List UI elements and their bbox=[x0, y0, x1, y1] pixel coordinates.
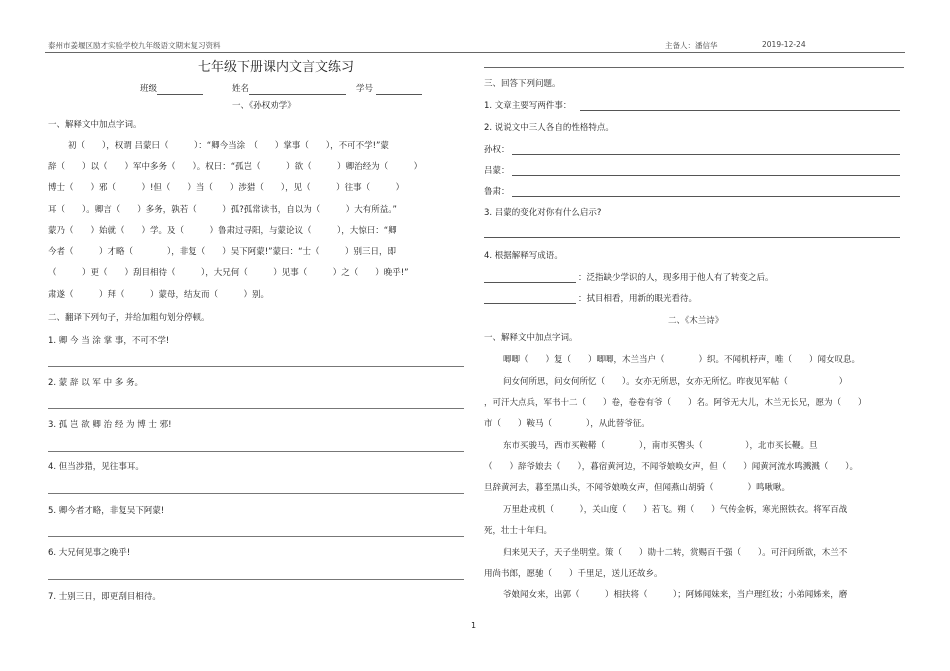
section-title-mulan: 二、《木兰诗》 bbox=[668, 316, 724, 326]
q2-item: 1. 卿 今 当 涂 掌 事，不可不学! bbox=[48, 336, 170, 346]
mulan-line: 问女何所思，问女何所忆（ ）。女亦无所思，女亦无所忆。昨夜见军帖（ ） bbox=[503, 377, 848, 387]
mulan-line: ，可汗大点兵，军书十二（ ）卷，卷卷有爷（ ）名。阿爷无大儿，木兰无长兄，愿为（ ） bbox=[484, 398, 867, 408]
q3-item-2: 2. 说说文中三人各自的性格特点。 bbox=[484, 123, 614, 133]
name-field-label: 姓名 bbox=[232, 84, 250, 94]
character-label: 吕蒙： bbox=[484, 166, 510, 176]
answer-line[interactable] bbox=[48, 536, 464, 537]
school-header: 泰州市姜堰区励才实验学校九年级语文期末复习资料 bbox=[48, 41, 221, 50]
answer-line[interactable] bbox=[48, 451, 464, 452]
section-title-sunquan: 一、《孙权劝学》 bbox=[232, 101, 296, 111]
q2-item: 5. 卿今者才略，非复吴下阿蒙! bbox=[48, 506, 165, 516]
q3-title: 三、回答下列问题。 bbox=[484, 79, 561, 89]
idiom-definition: ：拭目相看，用新的眼光看待。 bbox=[578, 294, 698, 304]
mulan-line: 旦辞黄河去，暮至黑山头，不闻爷娘唤女声，但闻燕山胡骑（ ）鸣啾啾。 bbox=[484, 483, 791, 493]
q4-title: 一、解释文中加点字词。 bbox=[484, 333, 578, 343]
q3-item-1: 1. 文章主要写两件事： bbox=[484, 101, 572, 111]
q1-line: 耳（ ）。卿言（ ）多务，孰若（ ）孤?孤常读书，自以为（ ）大有所益。” bbox=[48, 205, 397, 215]
character-label: 孙权： bbox=[484, 145, 510, 155]
idiom-definition: ：泛指缺少学识的人，现多用于他人有了转变之后。 bbox=[578, 273, 774, 283]
mulan-line: 市（ ）鞍马（ ），从此替爷征。 bbox=[484, 419, 650, 429]
idiom-answer-line[interactable] bbox=[484, 303, 576, 304]
class-field-label: 班级 bbox=[140, 84, 158, 94]
q1-title: 一、解释文中加点字词。 bbox=[48, 120, 142, 130]
page-number: 1 bbox=[471, 621, 477, 630]
q1-line: 蒙乃（ ）始就（ ）学。及（ ）鲁肃过寻阳，与蒙论议（ ），大惊曰：“卿 bbox=[48, 226, 397, 236]
answer-line[interactable] bbox=[580, 110, 900, 111]
mulan-line: 归来见天子，天子坐明堂。策（ ）勋十二转，赏赐百千强（ ）。可汗问所欲，木兰不 bbox=[503, 548, 848, 558]
idiom-answer-line[interactable] bbox=[484, 282, 576, 283]
answer-line[interactable] bbox=[512, 196, 900, 197]
q3-item-4: 4. 根据解释写成语。 bbox=[484, 251, 563, 261]
mulan-line: 用尚书郎，愿驰（ ）千里足，送儿还故乡。 bbox=[484, 569, 663, 579]
top-answer-line[interactable] bbox=[484, 67, 904, 68]
date-label: 2019-12-24 bbox=[762, 40, 806, 49]
answer-line[interactable] bbox=[48, 579, 464, 580]
mulan-line: （ ）辞爷娘去（ ），暮宿黄河边，不闻爷娘唤女声，但（ ）闻黄河流水鸣溅溅（ ）。 bbox=[484, 462, 859, 472]
mulan-line: 爷娘闻女来，出郭（ ）相扶将（ ）；阿姊闻妹来，当户理红妆；小弟闻姊来，磨 bbox=[503, 590, 848, 600]
q2-title: 二、翻译下列句子，并给加粗句划分停顿。 bbox=[48, 313, 210, 323]
answer-line[interactable] bbox=[512, 175, 900, 176]
answer-line[interactable] bbox=[48, 408, 464, 409]
class-field-line[interactable] bbox=[157, 94, 203, 95]
q2-item: 4. 但当涉猎，见往事耳。 bbox=[48, 462, 144, 472]
page-title: 七年级下册课内文言文练习 bbox=[198, 60, 355, 75]
mulan-line: 唧唧（ ）复（ ）唧唧，木兰当户（ ）织。不闻机杼声，唯（ ）闻女叹息。 bbox=[503, 355, 861, 365]
q1-line: 初（ ），权谓 吕蒙曰（ ）：“卿今当涂 （ ）掌事（ ），不可不学!”蒙 bbox=[68, 141, 389, 151]
mulan-line: 万里赴戎机（ ），关山度（ ）若飞。朔（ ）气传金柝，寒光照铁衣。将军百战 bbox=[503, 505, 848, 515]
answer-line[interactable] bbox=[48, 366, 464, 367]
answer-line[interactable] bbox=[484, 237, 900, 238]
q1-line: 博士（ ）邪（ ）!但（ ）当（ ）涉猎（ ），见（ ）往事（ ） bbox=[48, 183, 405, 193]
q1-line: （ ）更（ ）刮目相待（ ），大兄何（ ）见事（ ）之（ ）晚乎!” bbox=[48, 268, 409, 278]
preparer-label: 主备人：潘信华 bbox=[665, 41, 718, 50]
q2-item: 7. 士别三日，即更刮目相待。 bbox=[48, 592, 161, 602]
q2-item: 3. 孤 岂 欲 卿 治 经 为 博 士 邪! bbox=[48, 420, 172, 430]
q2-item: 6. 大兄何见事之晚乎! bbox=[48, 548, 131, 558]
answer-line[interactable] bbox=[512, 154, 900, 155]
number-field-label: 学号 bbox=[356, 84, 374, 94]
q3-item-3: 3. 吕蒙的变化对你有什么启示? bbox=[484, 208, 602, 218]
q1-line: 今者（ ）才略（ ），非复（ ）吴下阿蒙!”蒙曰：“士（ ）别三日，即 bbox=[48, 247, 396, 257]
header-rule bbox=[45, 52, 905, 53]
q1-line: 肃遂（ ）拜（ ）蒙母，结友而（ ）别。 bbox=[48, 290, 270, 300]
name-field-line[interactable] bbox=[249, 94, 346, 95]
character-label: 鲁肃： bbox=[484, 187, 510, 197]
number-field-line[interactable] bbox=[376, 94, 422, 95]
q2-item: 2. 蒙 辞 以 军 中 多 务。 bbox=[48, 378, 144, 388]
answer-line[interactable] bbox=[48, 493, 464, 494]
mulan-line: 死，壮士十年归。 bbox=[484, 526, 553, 536]
q1-line: 辞（ ）以（ ）军中多务（ ）。权曰：“孤岂（ ）欲（ ）卿治经为（ ） bbox=[48, 162, 423, 172]
mulan-line: 东市买骏马，西市买鞍鞯（ ），南市买辔头（ ），北市买长鞭。旦 bbox=[503, 441, 818, 451]
